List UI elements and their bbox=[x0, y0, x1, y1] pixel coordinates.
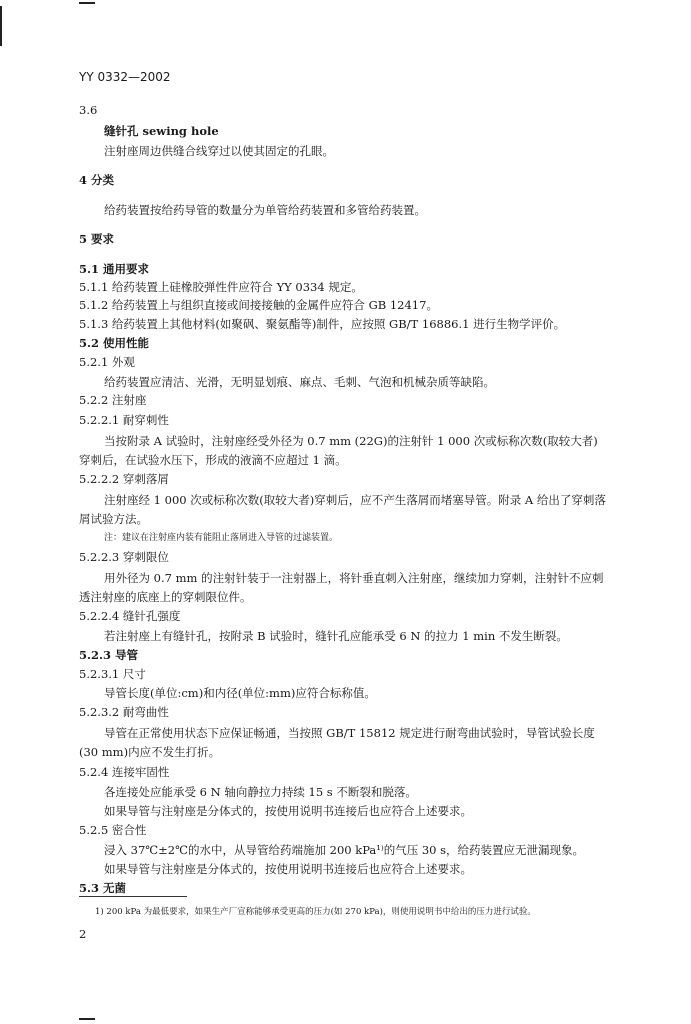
clause-5-2-3-2-line2: (30 mm)内应不发生打折。 bbox=[79, 745, 221, 759]
clause-5-2-1-heading: 5.2.1 外观 bbox=[79, 355, 135, 369]
clause-5-2-2-2-heading: 5.2.2.2 穿刺落屑 bbox=[79, 472, 169, 486]
section-5-1-heading: 5.1 通用要求 bbox=[79, 262, 150, 276]
clause-5-1-2: 5.1.2 给药装置上与组织直接或间接接触的金属件应符合 GB 12417。 bbox=[79, 298, 438, 312]
clause-5-2-2-4-heading: 5.2.2.4 缝针孔强度 bbox=[79, 609, 181, 623]
clause-5-2-5-line1: 浸入 37℃±2℃的水中，从导管给药端施加 200 kPa¹⁾的气压 30 s，给药装置应无泄漏现象。 bbox=[104, 843, 585, 857]
clause-5-2-2-heading: 5.2.2 注射座 bbox=[79, 393, 147, 407]
clause-5-1-1: 5.1.1 给药装置上硅橡胶弹性件应符合 YY 0334 规定。 bbox=[79, 280, 363, 294]
page-number: 2 bbox=[79, 927, 87, 941]
clause-5-2-2-1-line2: 穿刺后，在试验水压下，形成的液滴不应超过 1 滴。 bbox=[79, 453, 347, 467]
scan-top-mark bbox=[79, 2, 95, 4]
section-5-2-heading: 5.2 使用性能 bbox=[79, 336, 150, 350]
section-5-3-heading: 5.3 无菌 bbox=[79, 881, 127, 895]
clause-5-2-2-1-heading: 5.2.2.1 耐穿刺性 bbox=[79, 413, 169, 427]
clause-5-2-5-line2: 如果导管与注射座是分体式的，按使用说明书连接后也应符合上述要求。 bbox=[104, 862, 472, 876]
term-definition: 注射座周边供缝合线穿过以使其固定的孔眼。 bbox=[104, 144, 334, 158]
section-5-heading: 5 要求 bbox=[79, 232, 115, 246]
clause-5-2-2-4-line1: 若注射座上有缝针孔，按附录 B 试验时，缝针孔应能承受 6 N 的拉力 1 min 不发生断裂。 bbox=[104, 629, 568, 643]
clause-5-2-4-line1: 各连接处应能承受 6 N 轴向静拉力持续 15 s 不断裂和脱落。 bbox=[104, 785, 417, 799]
clause-5-2-5-heading: 5.2.5 密合性 bbox=[79, 823, 147, 837]
clause-5-2-3-2-heading: 5.2.3.2 耐弯曲性 bbox=[79, 705, 169, 719]
term-number: 3.6 bbox=[79, 103, 98, 117]
clause-5-2-2-3-heading: 5.2.2.3 穿刺限位 bbox=[79, 550, 169, 564]
footnote-rule bbox=[79, 896, 187, 897]
clause-5-2-3-2-line1: 导管在正常使用状态下应保证畅通，当按照 GB/T 15812 规定进行耐弯曲试验时，导管试验长度 bbox=[104, 726, 595, 740]
clause-5-1-3: 5.1.3 给药装置上其他材料(如聚砜、聚氨酯等)制件，应按照 GB/T 16886.1 进行生物学评价。 bbox=[79, 317, 566, 331]
scan-edge-mark bbox=[0, 6, 2, 46]
clause-5-2-2-2-note: 注：建议在注射座内装有能阻止落屑进入导管的过滤装置。 bbox=[104, 533, 339, 543]
clause-5-2-2-2-line2: 屑试验方法。 bbox=[79, 512, 148, 526]
clause-5-2-4-line2: 如果导管与注射座是分体式的，按使用说明书连接后也应符合上述要求。 bbox=[104, 804, 472, 818]
clause-5-2-2-2-line1: 注射座经 1 000 次或标称次数(取较大者)穿刺后，应不产生落屑而堵塞导管。附录 A 给出了穿刺落 bbox=[104, 493, 606, 507]
section-4-text: 给药装置按给药导管的数量分为单管给药装置和多管给药装置。 bbox=[104, 203, 426, 217]
clause-5-2-2-3-line1: 用外径为 0.7 mm 的注射针装于一注射器上，将针垂直刺入注射座，继续加力穿刺，注射针不应刺 bbox=[104, 571, 604, 585]
clause-5-2-3-1-heading: 5.2.3.1 尺寸 bbox=[79, 667, 146, 681]
clause-5-2-4-heading: 5.2.4 连接牢固性 bbox=[79, 765, 170, 779]
clause-5-2-2-1-line1: 当按附录 A 试验时，注射座经受外径为 0.7 mm (22G)的注射针 1 000 次或标称次数(取较大者) bbox=[104, 434, 598, 448]
standard-code-header: YY 0332—2002 bbox=[79, 70, 171, 84]
footnote: 1) 200 kPa 为最低要求，如果生产厂宣称能够承受更高的压力(如 270 kPa)，则使用说明书中给出的压力进行试验。 bbox=[95, 907, 536, 917]
clause-5-2-2-3-line2: 透注射座的底座上的穿刺限位件。 bbox=[79, 590, 252, 604]
clause-5-2-3-heading: 5.2.3 导管 bbox=[79, 648, 139, 662]
term-title: 缝针孔 sewing hole bbox=[104, 124, 219, 138]
clause-5-2-1-text: 给药装置应清洁、光滑，无明显划痕、麻点、毛刺、气泡和机械杂质等缺陷。 bbox=[104, 375, 495, 389]
clause-5-2-3-1-line1: 导管长度(单位:cm)和内径(单位:mm)应符合标称值。 bbox=[104, 686, 376, 700]
section-4-heading: 4 分类 bbox=[79, 173, 115, 187]
scan-bottom-mark bbox=[79, 1018, 95, 1020]
